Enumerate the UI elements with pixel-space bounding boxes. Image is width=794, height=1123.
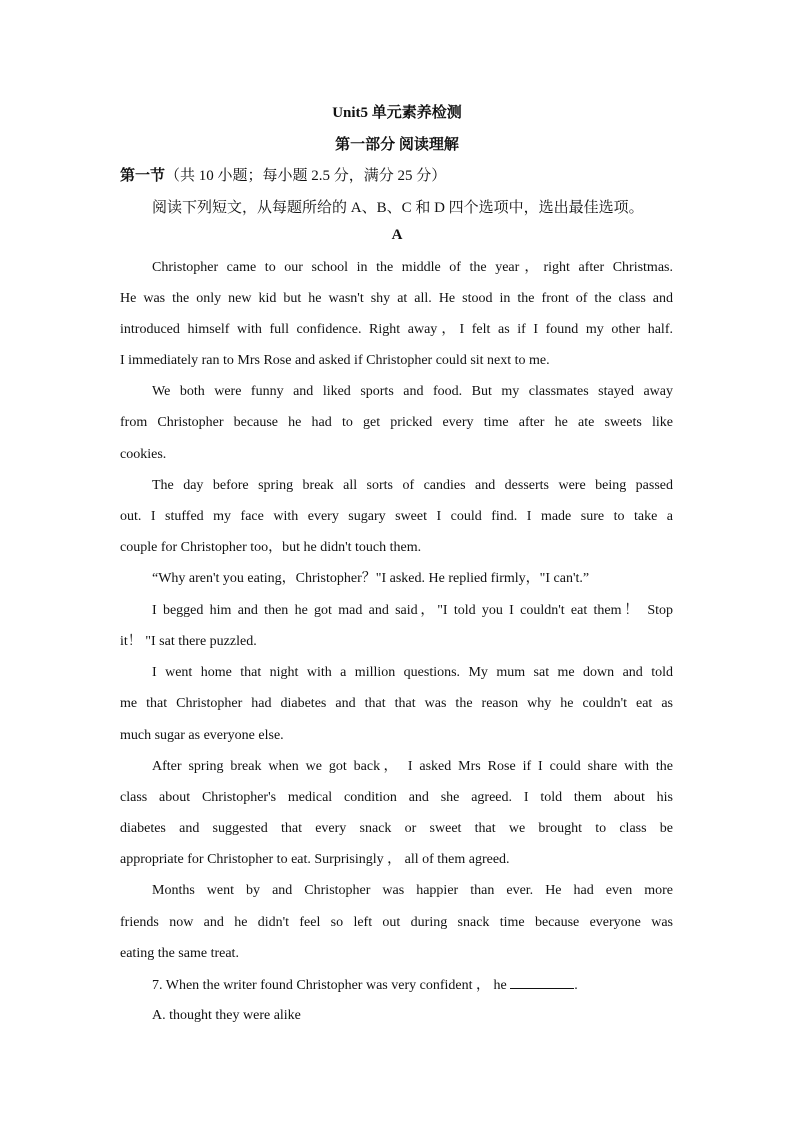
- passage-line: Christopher came to our school in the middle of the year，right after Christmas.: [152, 260, 673, 275]
- passage-line: I begged him and then he got mad and said，"I told you I couldn't eat them！ Stop: [152, 603, 673, 618]
- instruction-text: 阅读下列短文，从每题所给的 A、B、C 和 D 四个选项中，选出最佳选项。: [152, 200, 644, 216]
- passage-line: much sugar as everyone else.: [120, 728, 284, 743]
- passage-line: appropriate for Christopher to eat. Surprisingly ， all of them agreed.: [120, 852, 510, 867]
- section-label: 第一节: [120, 168, 166, 184]
- section-heading: [120, 164, 446, 185]
- passage-line: cookies.: [120, 447, 167, 462]
- passage-line: from Christopher because he had to get pricked every time after he ate sweets like: [120, 415, 673, 430]
- passage-line: I immediately ran to Mrs Rose and asked if Christopher could sit next to me.: [120, 353, 550, 368]
- passage-line: friends now and he didn't feel so left out during snack time because everyone was: [120, 915, 673, 930]
- answer-blank: [510, 976, 574, 989]
- passage-line: couple for Christopher too，but he didn't touch them.: [120, 540, 422, 555]
- passage-line: He was the only new kid but he wasn't shy at all. He stood in the front of the class and: [120, 291, 673, 306]
- option-a: A. thought they were alike: [152, 1008, 301, 1023]
- passage-line: “Why aren't you eating，Christopher？"I asked. He replied firmly，"I can't.”: [152, 571, 590, 586]
- passage-line: out. I stuffed my face with every sugary sweet I could find. I made sure to take a: [120, 509, 673, 524]
- passage-line: I went home that night with a million questions. My mum sat me down and told: [152, 665, 673, 680]
- passage-line: The day before spring break all sorts of candies and desserts were being passed: [152, 478, 673, 493]
- passage-line: it！ "I sat there puzzled.: [120, 634, 257, 649]
- question-end: .: [574, 978, 578, 993]
- passage-line: class about Christopher's medical condition and she agreed. I told them about his: [120, 790, 673, 805]
- part-title: 第一部分 阅读理解: [335, 137, 459, 153]
- unit-title: Unit5 单元素养检测: [332, 105, 462, 121]
- passage-letter: A: [391, 227, 403, 243]
- passage-line: We both were funny and liked sports and food. But my classmates stayed away: [152, 384, 673, 399]
- passage-line: diabetes and suggested that every snack or sweet that we brought to class be: [120, 821, 673, 836]
- passage-line: Months went by and Christopher was happier than ever. He had even more: [152, 883, 673, 898]
- passage-line: introduced himself with full confidence. Right away，I felt as if I found my other half.: [120, 322, 673, 337]
- passage-line: After spring break when we got back， I asked Mrs Rose if I could share with the: [152, 759, 673, 774]
- question-stem: [152, 976, 578, 995]
- passage-line: me that Christopher had diabetes and that that was the reason why he couldn't eat as: [120, 696, 673, 711]
- section-info: （共 10 小题；每小题 2.5 分，满分 25 分）: [165, 168, 447, 184]
- question-text: 7. When the writer found Christopher was very confident ， he: [152, 978, 511, 993]
- passage-line: eating the same treat.: [120, 946, 239, 961]
